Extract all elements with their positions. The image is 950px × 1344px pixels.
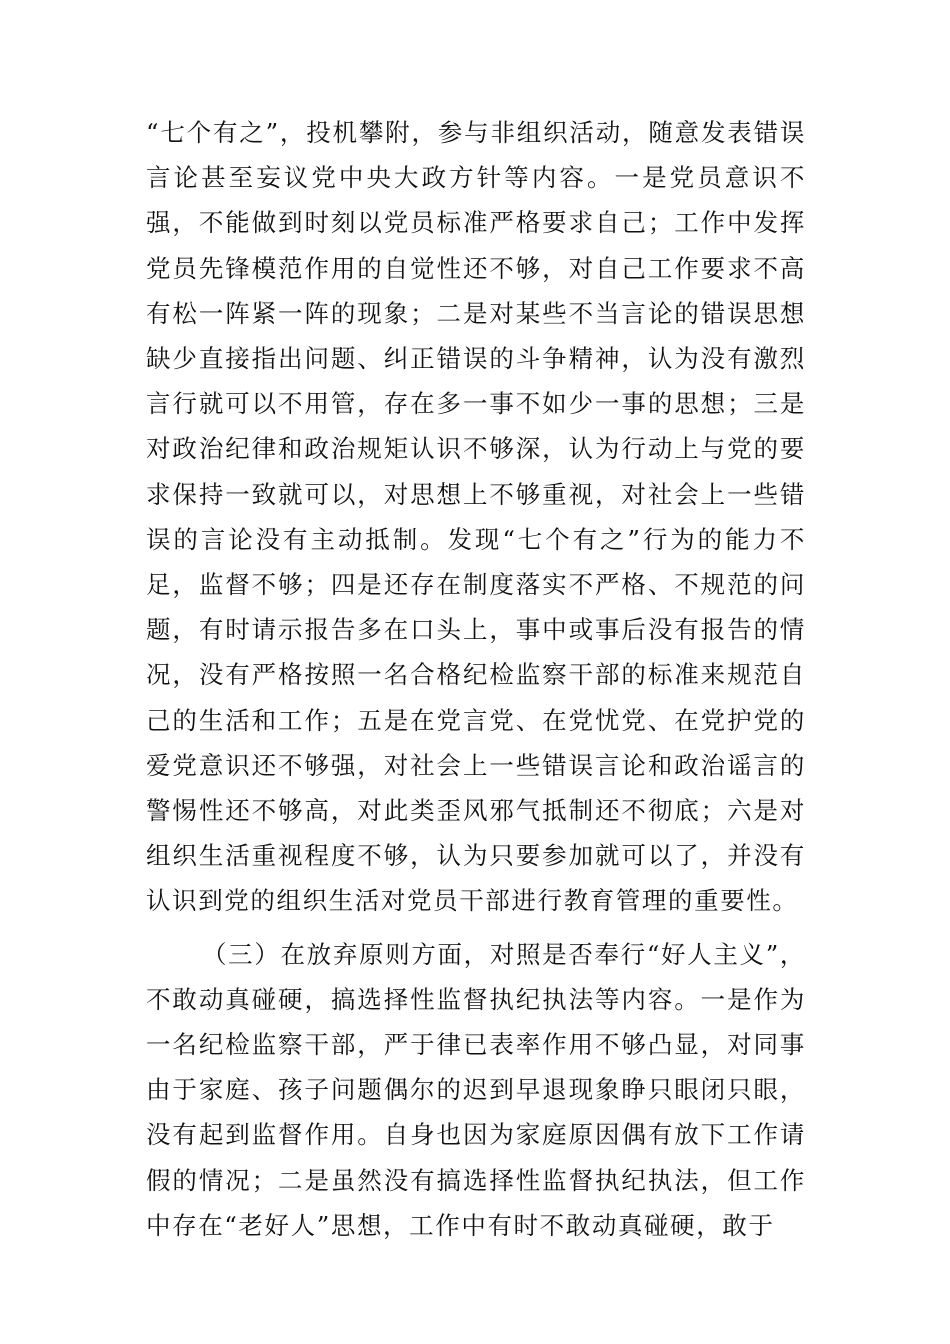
paragraph-continued: “七个有之”，投机攀附，参与非组织活动，随意发表错误言论甚至妄议党中央大政方针等内容。一是党员意识不强，不能做到时刻以党员标准严格要求自己；工作中发挥党员先锋模范作用的自觉性还不够，对自己工作要求不高有松一阵紧一阵的现象；二是对某些不当言论的错误思想缺少直接指出问题、纠正错误的斗争精神，认为没有激烈言行就可以不用管，存在多一事不如少一事的思想；三是对政治纪律和政治规矩认识不够深，认为行动上与党的要求保持一致就可以，对思想上不够重视，对社会上一些错误的言论没有主动抵制。发现“七个有之”行为的能力不足，监督不够；四是还存在制度落实不严格、不规范的问题，有时请示报告多在口头上，事中或事后没有报告的情况，没有严格按照一名合格纪检监察干部的标准来规范自己的生活和工作；五是在党言党、在党忧党、在党护党的爱党意识还不够强，对社会上一些错误言论和政治谣言的警惕性还不够高，对此类歪风邪气抵制还不彻底；六是对组织生活重视程度不够，认为只要参加就可以了，并没有认识到党的组织生活对党员干部进行教育管理的重要性。 (146, 118, 806, 916)
document-body (146, 110, 806, 1248)
paragraph-section-three: （三）在放弃原则方面，对照是否奉行“好人主义”，不敢动真碰硬，搞选择性监督执纪执法等内容。一是作为一名纪检监察干部，严于律已表率作用不够凸显，对同事由于家庭、孩子问题偶尔的迟到早退现象睁只眼闭只眼，没有起到监督作用。自身也因为家庭原因偶有放下工作请假的情况；二是虽然没有搞选择性监督执纪执法，但工作中存在“老好人”思想，工作中有时不敢动真碰硬，敢于 (146, 939, 806, 1240)
